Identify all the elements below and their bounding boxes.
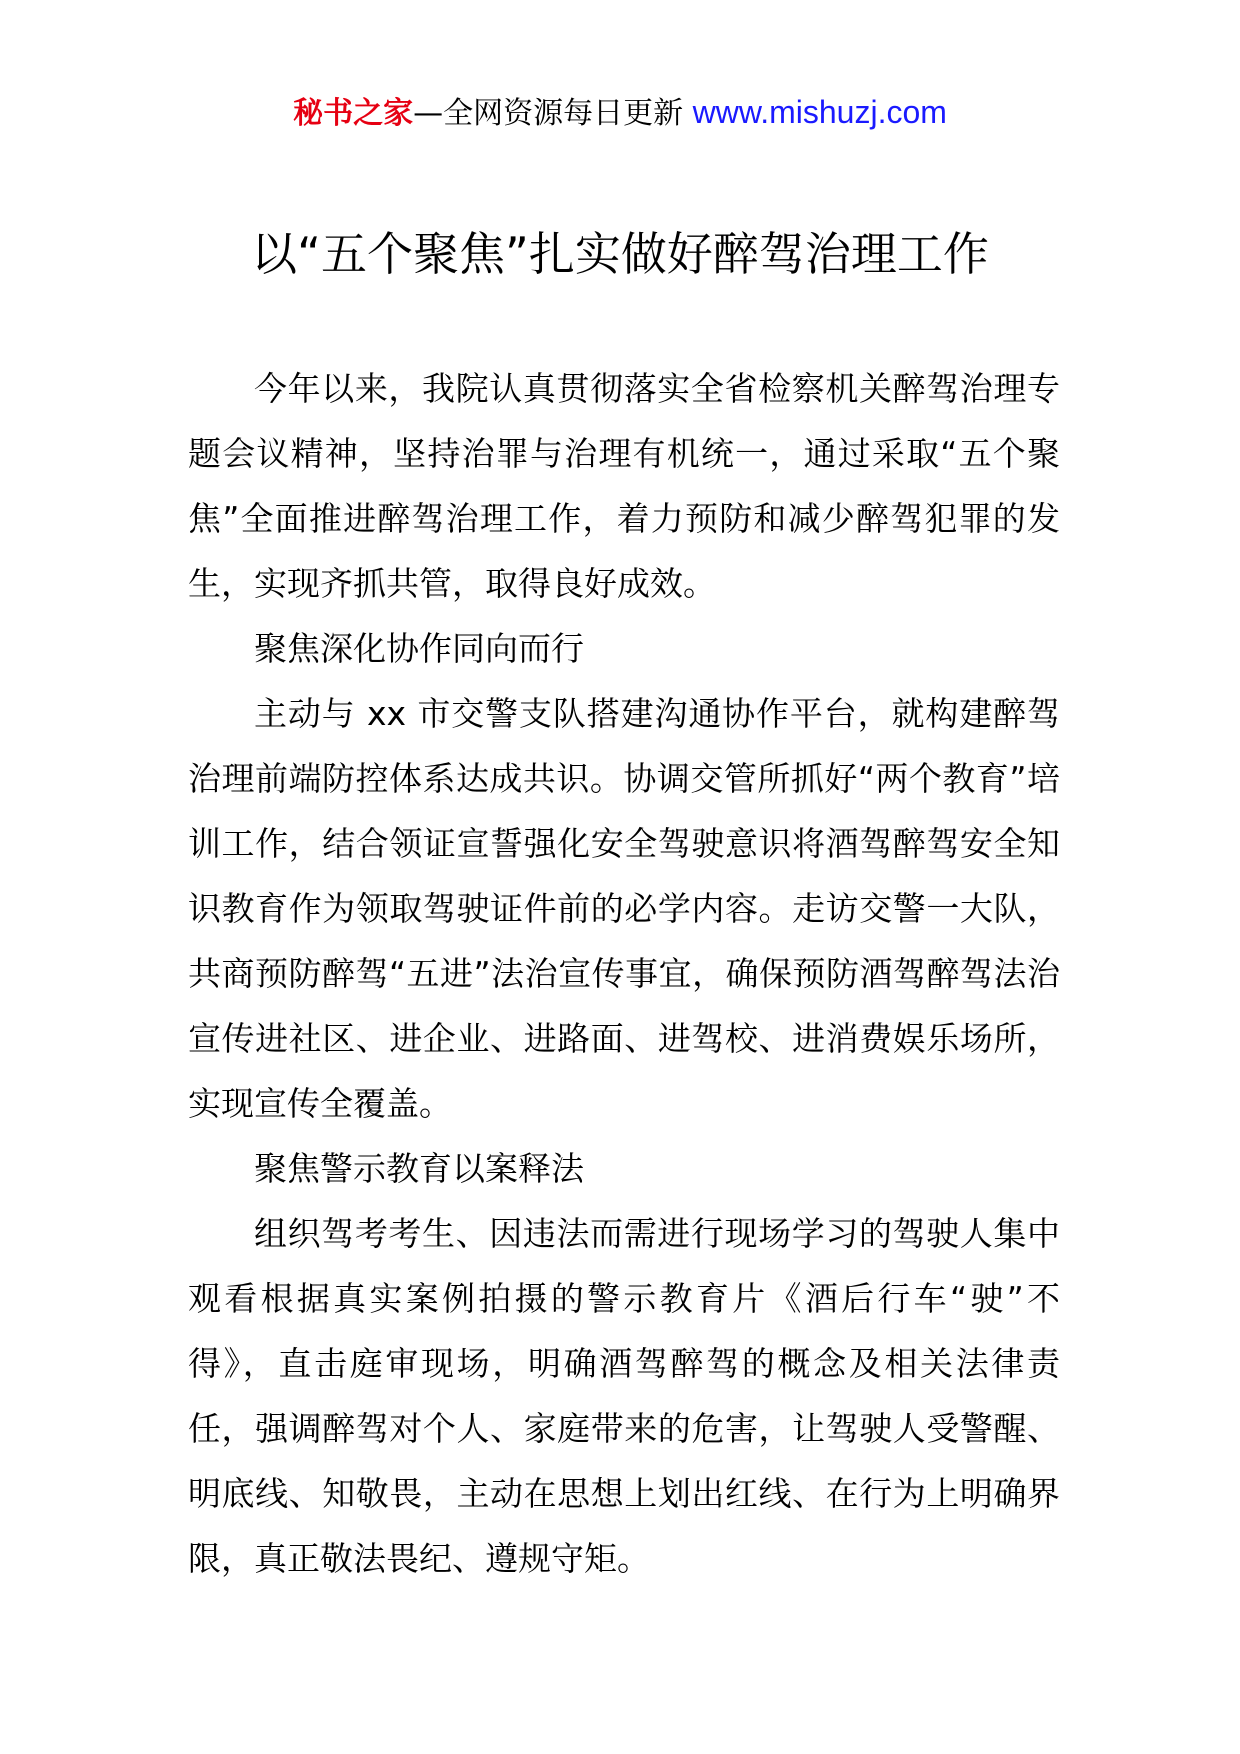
body-paragraph: 组织驾考考生、因违法而需进行现场学习的驾驶人集中观看根据真实案例拍摄的警示教育片《酒后行车“驶”不得》，直击庭审现场，明确酒驾醉驾的概念及相关法律责任，强调醉驾对个人、家庭带来的危害，让驾驶人受警醒、明底线、知敬畏，主动在思想上划出红线、在行为上明确界限，真正敬法畏纪、遵规守矩。 (188, 1214, 1060, 1578)
intro-paragraph: 今年以来，我院认真贯彻落实全省检察机关醉驾治理专题会议精神，坚持治罪与治理有机统一，通过采取“五个聚焦”全面推进醉驾治理工作，着力预防和减少醉驾犯罪的发生，实现齐抓共管，取得良好成效。 (188, 369, 1060, 603)
body-paragraph: 主动与 xx 市交警支队搭建沟通协作平台，就构建醉驾治理前端防控体系达成共识。协调交管所抓好“两个教育”培训工作，结合领证宣誓强化安全驾驶意识将酒驾醉驾安全知识教育作为领取驾驶证件前的必学内容。走访交警一大队，共商预防醉驾“五进”法治宣传事宜，确保预防酒驾醉驾法治宣传进社区、进企业、进路面、进驾校、进消费娱乐场所，实现宣传全覆盖。 (188, 694, 1060, 1123)
section-heading: 聚焦深化协作同向而行 (254, 629, 584, 668)
document-body (188, 356, 1060, 1591)
document-title: 以“五个聚焦”扎实做好醉驾治理工作 (251, 227, 989, 281)
site-url: www.mishuzj.com (692, 94, 947, 130)
section-heading: 聚焦警示教育以案释法 (254, 1149, 584, 1188)
site-banner (0, 92, 1240, 134)
banner-slogan: —全网资源每日更新 (413, 96, 684, 131)
brand-name: 秘书之家 (293, 96, 414, 131)
